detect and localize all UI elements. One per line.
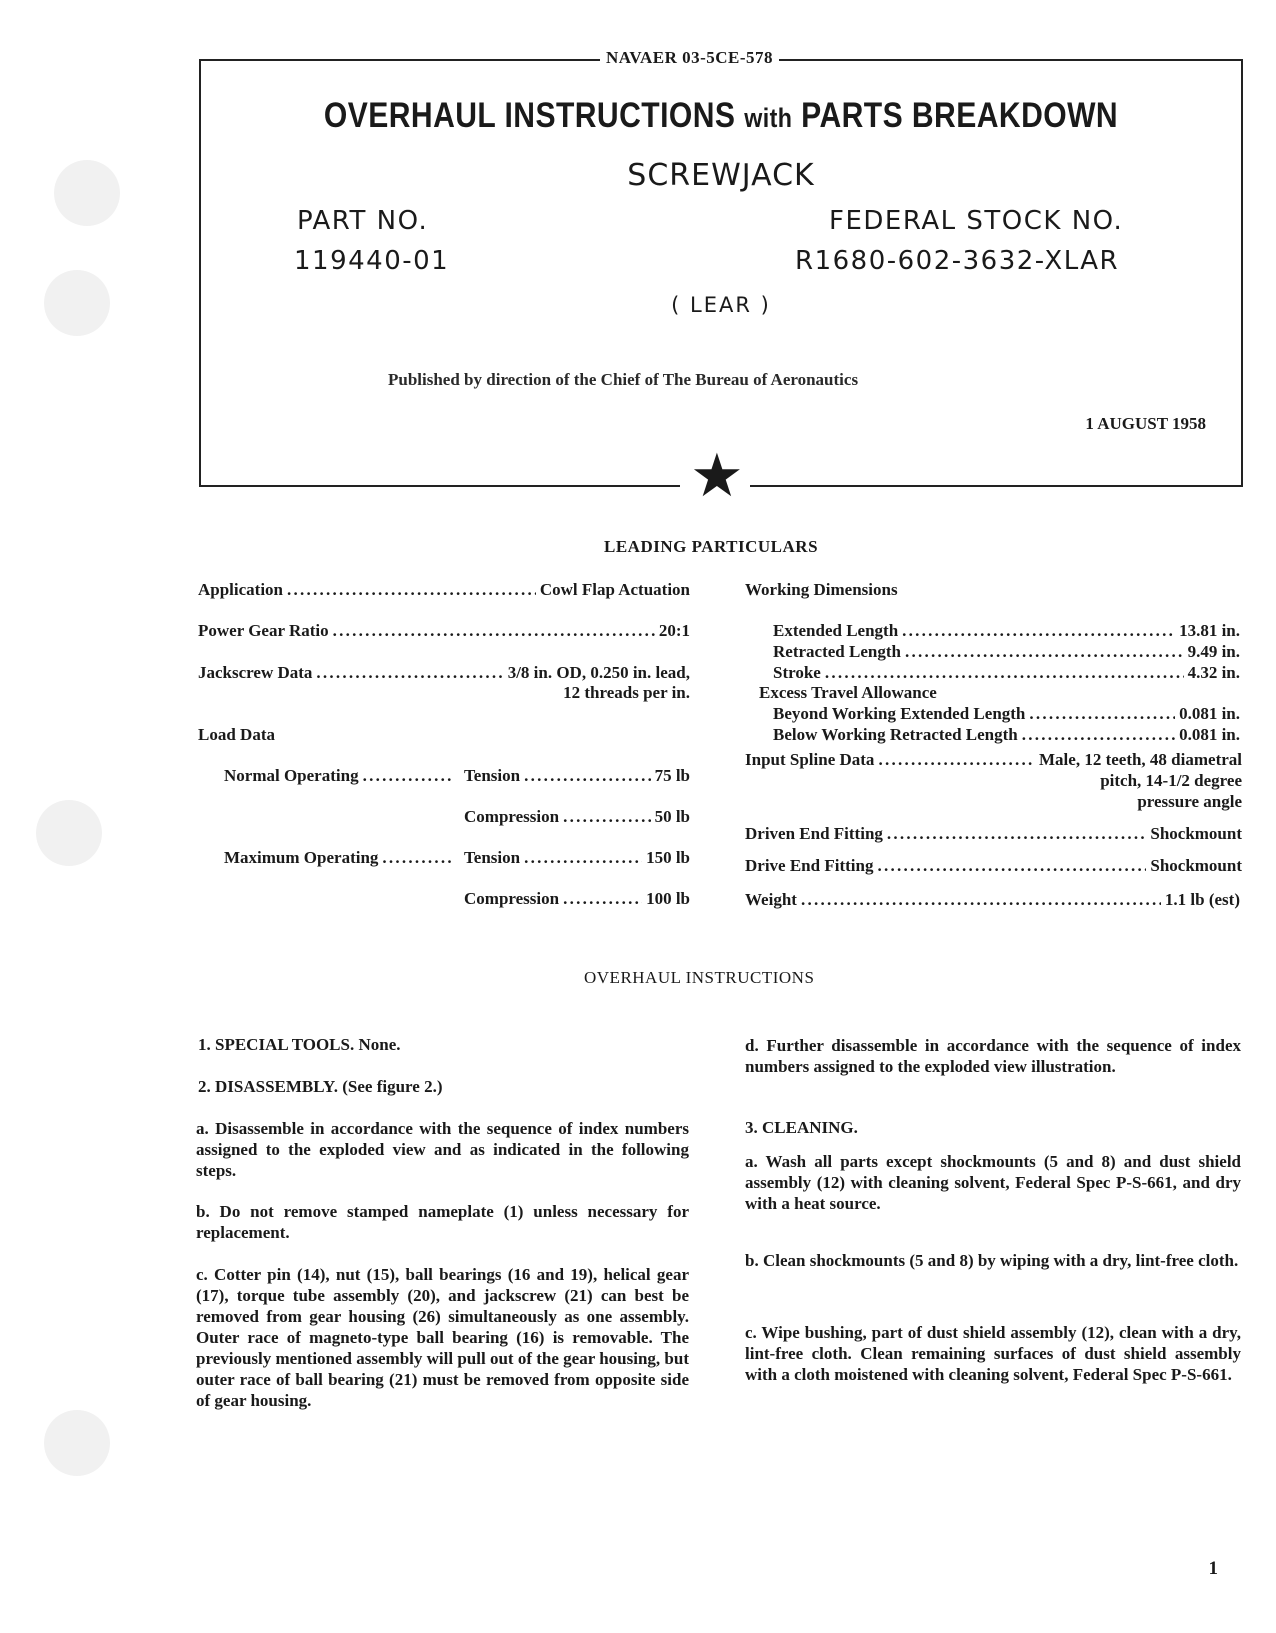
maximum-tension-value: 150 lb [646,848,690,867]
application-row [198,580,690,600]
disassembly-step-b: b. Do not remove stamped nameplate (1) unless necessary for replacement. [196,1202,689,1242]
extended-length-row [773,621,1240,641]
leader-dots [382,848,452,868]
normal-operating-label: Normal Operating [224,766,359,785]
weight-label: Weight [745,890,797,909]
normal-compression-row [464,807,690,827]
manufacturer: ( LEAR ) [671,293,771,317]
binder-hole [36,800,102,866]
published-by: Published by direction of the Chief of The Bureau of Aeronautics [388,370,859,389]
maximum-compression-row [464,889,690,909]
jackscrew-data-label: Jackscrew Data [198,663,313,682]
part-no: 119440-01 [294,246,450,276]
below-retracted-label: Below Working Retracted Length [773,725,1018,744]
extended-length-value: 13.81 in. [1179,621,1240,640]
maximum-compression-value: 100 lb [646,889,690,908]
beyond-extended-row [773,704,1240,724]
stroke-value: 4.32 in. [1187,663,1240,682]
part-no-label: PART NO. [297,206,429,236]
retracted-length-row [773,642,1240,662]
jackscrew-data-value-2: 12 threads per in. [563,683,690,702]
excess-travel-label: Excess Travel Allowance [759,683,937,702]
driven-end-fitting-label: Driven End Fitting [745,824,883,843]
maximum-tension-label: Tension [464,848,521,867]
title-part1: OVERHAUL INSTRUCTIONS [323,96,736,135]
leader-dots [887,824,1146,844]
leader-dots [333,621,655,641]
cleaning-step-b: b. Clean shockmounts (5 and 8) by wiping with a dry, lint-free cloth. [745,1251,1239,1270]
power-gear-ratio-row [198,621,690,641]
disassembly-step-d: d. Further disassemble in accordance with the sequence of index numbers assigned to the exploded view illustration. [745,1036,1241,1076]
maximum-compression-label: Compression [464,889,560,908]
driven-end-fitting-row [745,824,1242,844]
weight-row [745,890,1240,910]
leader-dots [563,889,642,909]
leader-dots [877,856,1146,876]
fsn: R1680-602-3632-XLAR [795,246,1120,276]
maximum-tension-row [464,848,690,868]
normal-compression-value: 50 lb [654,807,690,826]
cleaning-step-c: c. Wipe bushing, part of dust shield assembly (12), clean with a dry, lint-free cloth. Clean remaining surfaces of dust shield assembly with a cloth moistened with cleaning solvent, Federal Spec P-S-661. [745,1323,1241,1384]
disassembly-step-c: c. Cotter pin (14), nut (15), ball bearings (16 and 19), helical gear (17), torque tube assembly (20), and jackscrew (21) can best be removed from gear housing (26) simultaneously as one assembly. Outer race of magneto-type ball bearing (16) is removable. The previously mentioned assembly will pull out of the gear housing, but outer race of ball bearing (21) must be removed from opposite side of gear housing. [196,1265,689,1410]
binder-hole [44,1410,110,1476]
load-data-label: Load Data [198,725,275,744]
weight-value: 1.1 lb (est) [1164,890,1240,909]
drive-end-fitting-value: Shockmount [1150,856,1242,875]
stroke-label: Stroke [773,663,821,682]
subject-title: SCREWJACK [627,158,815,193]
leader-dots [1022,725,1175,745]
input-spline-value-3: pressure angle [1137,792,1242,811]
application-value: Cowl Flap Actuation [539,580,690,599]
input-spline-value: Male, 12 teeth, 48 diametral [1039,750,1242,769]
normal-tension-row [464,766,690,786]
leader-dots [902,621,1175,641]
normal-tension-value: 75 lb [654,766,690,785]
leader-dots [363,766,452,786]
leader-dots [287,580,536,600]
fsn-label: FEDERAL STOCK NO. [829,206,1124,236]
drive-end-fitting-label: Drive End Fitting [745,856,874,875]
section-cleaning: 3. CLEANING. [745,1118,858,1137]
stroke-row [773,663,1240,683]
leader-dots [563,807,650,827]
power-gear-ratio-value: 20:1 [658,621,690,640]
below-retracted-row [773,725,1240,745]
retracted-length-value: 9.49 in. [1187,642,1240,661]
binder-hole [44,270,110,336]
star-icon: ★ [690,441,744,511]
section-disassembly: 2. DISASSEMBLY. (See figure 2.) [198,1077,443,1096]
maximum-operating-row [224,848,456,868]
leader-dots [1029,704,1175,724]
main-title [272,96,1170,136]
title-with: with [744,103,793,133]
input-spline-label: Input Spline Data [745,750,875,769]
below-retracted-value: 0.081 in. [1179,725,1240,744]
input-spline-row [745,750,1242,770]
beyond-extended-label: Beyond Working Extended Length [773,704,1026,723]
leader-dots [524,766,650,786]
leader-dots [316,663,503,683]
cleaning-step-a: a. Wash all parts except shockmounts (5 and 8) and dust shield assembly (12) with cleaning solvent, Federal Spec P-S-661, and dry with a heat source. [745,1152,1241,1213]
binder-hole [54,160,120,226]
normal-operating-row [224,766,456,786]
publication-date: 1 AUGUST 1958 [1085,414,1206,433]
leading-particulars-heading: LEADING PARTICULARS [604,537,819,556]
power-gear-ratio-label: Power Gear Ratio [198,621,329,640]
title-part2: PARTS BREAKDOWN [801,96,1119,135]
leader-dots [825,663,1184,683]
drive-end-fitting-row [745,856,1242,876]
section-special-tools: 1. SPECIAL TOOLS. None. [198,1035,401,1054]
jackscrew-data-value: 3/8 in. OD, 0.250 in. lead, [507,663,690,682]
overhaul-instructions-heading: OVERHAUL INSTRUCTIONS [584,968,815,987]
extended-length-label: Extended Length [773,621,899,640]
input-spline-value-2: pitch, 14-1/2 degree [1100,771,1242,790]
beyond-extended-value: 0.081 in. [1179,704,1240,723]
maximum-operating-label: Maximum Operating [224,848,379,867]
working-dimensions-label: Working Dimensions [745,580,898,599]
doc-number: NAVAER 03-5CE-578 [600,48,779,68]
leader-dots [905,642,1184,662]
normal-compression-label: Compression [464,807,560,826]
application-label: Application [198,580,284,599]
leader-dots [878,750,1035,770]
normal-tension-label: Tension [464,766,521,785]
leader-dots [524,848,642,868]
page-number: 1 [1208,1558,1218,1579]
leader-dots [801,890,1161,910]
jackscrew-data-row [198,663,690,683]
driven-end-fitting-value: Shockmount [1150,824,1242,843]
retracted-length-label: Retracted Length [773,642,901,661]
disassembly-step-a: a. Disassemble in accordance with the sequence of index numbers assigned to the exploded view and as indicated in the following steps. [196,1119,689,1180]
